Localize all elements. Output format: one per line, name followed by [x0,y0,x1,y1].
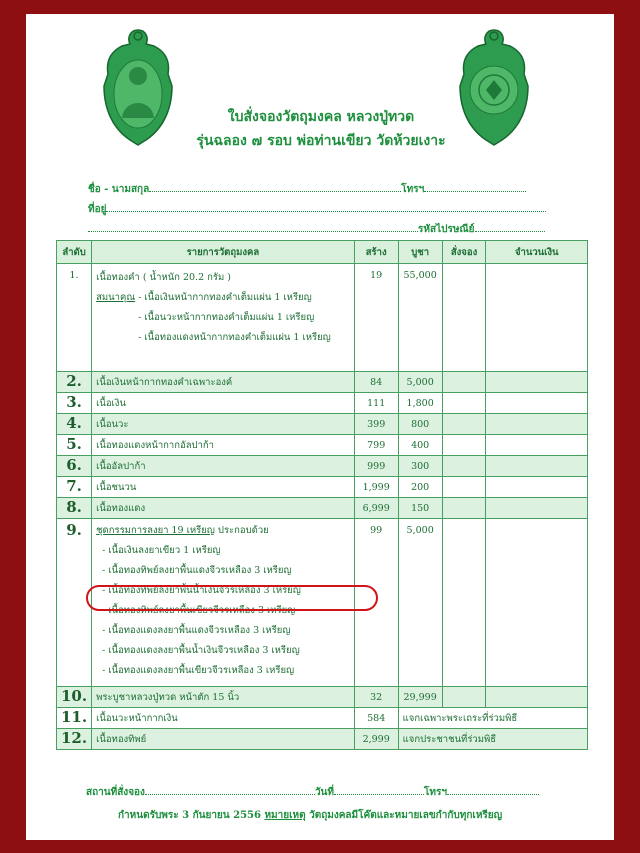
set-sub-item: - เนื้อเงินลงยาเขียว 1 เหรียญ [102,545,221,556]
row-item: เนื้อนวะ [92,414,355,435]
table-row [57,729,588,750]
name-blank[interactable] [149,182,401,192]
row-order-cell[interactable] [442,393,486,414]
row-order-cell[interactable] [442,498,486,519]
row-item: เนื้อทองทิพย์ [92,729,355,750]
row-no: 11. [57,708,92,729]
row-no: 12. [57,729,92,750]
row-no: 10. [57,687,92,708]
form-subtitle: รุ่นฉลอง ๗ รอบ พ่อท่านเขียว วัดห้วยเงาะ [196,133,446,149]
row-amount-cell[interactable] [486,264,588,372]
row-order-cell[interactable] [442,519,486,687]
row-created: 6,999 [354,498,398,519]
row-price: 300 [398,456,442,477]
date-blank[interactable] [334,785,424,795]
row-created: 19 [354,264,398,372]
row-price: 150 [398,498,442,519]
row-no: 5. [57,435,92,456]
name-field-row [88,182,526,197]
row-created: 399 [354,414,398,435]
row-amount-cell[interactable] [486,393,588,414]
row-no: 3. [57,393,92,414]
row-no: 8. [57,498,92,519]
table-row [57,477,588,498]
set-sub-item: - เนื้อทองทิพย์ลงยาพื้นเขียวจีวรเหลือง 3 เหรียญ [102,605,296,616]
bonus-label: สมนาคุณ [96,292,136,303]
address-field-row [88,202,546,217]
set-sub-item: - เนื้อทองแดงลงยาพื้นน้ำเงินจีวรเหลือง 3 เหรียญ [102,645,300,656]
postal-field-row [88,222,545,237]
row-no: 1. [57,264,92,372]
row-amount-cell[interactable] [486,477,588,498]
address-label: ที่อยู่ [88,204,107,215]
row-no: 4. [57,414,92,435]
set-sub-item: - เนื้อทองแดงลงยาพื้นแดงจีวรเหลือง 3 เหรียญ [102,625,291,636]
row-item [92,264,355,372]
date-label: วันที่ [314,787,334,798]
bonus-line: - เนื้อเงินหน้ากากทองคำเต็มแผ่น 1 เหรียญ [138,292,312,303]
row-amount-cell[interactable] [486,687,588,708]
row-note: แจกเฉพาะพระเถระที่ร่วมพิธี [398,708,587,729]
pickup-date: กำหนดรับพระ 3 กันยายน 2556 [118,810,261,821]
row-no: 7. [57,477,92,498]
row-price: 55,000 [398,264,442,372]
row-amount-cell[interactable] [486,519,588,687]
row-order-cell[interactable] [442,687,486,708]
row-no: 6. [57,456,92,477]
row-order-cell[interactable] [442,477,486,498]
set-sub-item: - เนื้อทองแดงลงยาพื้นเขียวจีวรเหลือง 3 เหรียญ [102,665,295,676]
back-medal-image [456,28,532,146]
col-header-no: ลำดับ [57,241,92,264]
row-item: เนื้อเงินหน้ากากทองคำเฉพาะองค์ [92,372,355,393]
row-price: 5,000 [398,519,442,687]
row-amount-cell[interactable] [486,456,588,477]
row-price: 400 [398,435,442,456]
row-created: 2,999 [354,729,398,750]
row-created: 99 [354,519,398,687]
table-row [57,456,588,477]
row-created: 84 [354,372,398,393]
col-header-price: บูชา [398,241,442,264]
row-order-cell[interactable] [442,435,486,456]
table-row [57,264,588,372]
row-price: 800 [398,414,442,435]
row-price: 5,000 [398,372,442,393]
footer-phone-label: โทรฯ [423,787,447,798]
footer-phone-blank[interactable] [447,785,539,795]
table-row [57,372,588,393]
phone-blank[interactable] [424,182,526,192]
place-blank[interactable] [145,785,315,795]
row-item: เนื้อเงิน [92,393,355,414]
set-title: ชุดกรรมการลงยา 19 เหรียญ [96,525,215,536]
row-amount-cell[interactable] [486,372,588,393]
row-created: 1,999 [354,477,398,498]
bonus-line: - เนื้อนวะหน้ากากทองคำเต็มแผ่น 1 เหรียญ [138,312,315,323]
row-item: พระบูชาหลวงปู่ทวด หน้าตัก 15 นิ้ว [92,687,355,708]
table-row [57,498,588,519]
row-item-title: เนื้อทองคำ ( น้ำหนัก 20.2 กรัม ) [96,272,231,283]
row-created: 111 [354,393,398,414]
col-header-created: สร้าง [354,241,398,264]
row-created: 584 [354,708,398,729]
row-created: 799 [354,435,398,456]
table-row [57,435,588,456]
row-order-cell[interactable] [442,414,486,435]
table-header-row [57,241,588,264]
set-title-rest: ประกอบด้วย [214,525,269,536]
postal-label: รหัสไปรษณีย์ [418,224,475,235]
phone-label: โทรฯ [401,184,425,195]
table-row [57,687,588,708]
order-table [56,240,588,750]
row-amount-cell[interactable] [486,435,588,456]
row-item: เนื้อชนวน [92,477,355,498]
col-header-item: รายการวัตถุมงคล [92,241,355,264]
row-item: เนื้อนวะหน้ากากเงิน [92,708,355,729]
table-row [57,414,588,435]
highlight-circle [86,585,378,611]
form-title: ใบสั่งจองวัตถุมงคล หลวงปู่ทวด [227,109,415,125]
row-price: 200 [398,477,442,498]
row-amount-cell[interactable] [486,414,588,435]
row-no: 9. [57,519,92,687]
table-row [57,708,588,729]
address-blank-2[interactable] [88,222,418,232]
row-item: เนื้อทองแดง [92,498,355,519]
row-amount-cell[interactable] [486,498,588,519]
footer-note [118,808,502,823]
table-row [57,393,588,414]
note-label: หมายเหตุ [264,810,306,821]
set-sub-item: - เนื้อทองทิพย์ลงยาพื้นแดงจีวรเหลือง 3 เหรียญ [102,565,292,576]
row-item: เนื้ออัลปาก้า [92,456,355,477]
row-order-cell[interactable] [442,264,486,372]
order-form-page [26,14,614,840]
row-created: 999 [354,456,398,477]
row-no: 2. [57,372,92,393]
row-price: 1,800 [398,393,442,414]
col-header-amount: จำนวนเงิน [486,241,588,264]
note-text: วัตถุมงคลมีโค๊ตและหมายเลขกำกับทุกเหรียญ [309,810,503,821]
footer-fields-row [86,785,539,800]
set-sub-item-highlighted: - เนื้อทองทิพย์ลงยาพื้นน้ำเงินจีวรเหลือง 3 เหรียญ [102,585,301,596]
place-label: สถานที่สั่งจอง [86,787,145,798]
name-label: ชื่อ - นามสกุล [88,184,150,195]
address-blank[interactable] [106,202,546,212]
row-created: 32 [354,687,398,708]
row-item: เนื้อทองแดงหน้ากากอัลปาก้า [92,435,355,456]
front-medal-image [100,28,176,146]
row-order-cell[interactable] [442,372,486,393]
row-note: แจกประชาชนที่ร่วมพิธี [398,729,587,750]
row-price: 29,999 [398,687,442,708]
col-header-order: สั่งจอง [442,241,486,264]
bonus-line: - เนื้อทองแดงหน้ากากทองคำเต็มแผ่น 1 เหรียญ [138,332,331,343]
postal-blank[interactable] [475,222,545,232]
row-order-cell[interactable] [442,456,486,477]
